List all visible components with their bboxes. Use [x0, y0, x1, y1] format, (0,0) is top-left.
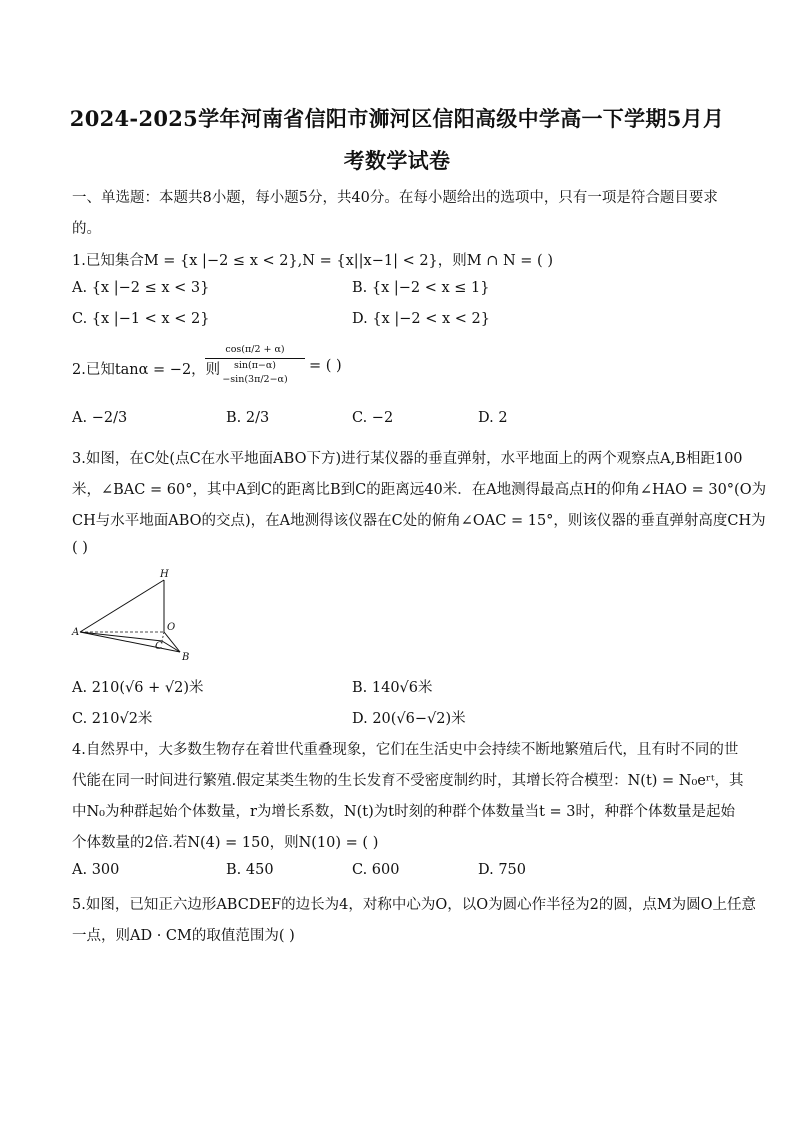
q2-option-c: C. −2 [352, 410, 394, 426]
q4-option-a: A. 300 [72, 862, 120, 878]
q2-suffix: = ( ) [309, 358, 342, 374]
q3-line1: 3.如图，在C处(点C在水平地面ABO下方)进行某仪器的垂直弹射，水平地面上的两个观察点A,B相距100 [72, 451, 743, 467]
q2-denominator: sin(π−α)−sin(3π/2−α) [205, 358, 305, 387]
q1-stem: 1.已知集合M = {x |−2 ≤ x < 2},N = {x||x−1| < 2}，则M ∩ N = ( ) [72, 253, 553, 269]
q2-numerator: cos(π/2 + α) [225, 344, 285, 355]
q4-line4: 个体数量的2倍.若N(4) = 150，则N(10) = ( ) [72, 835, 379, 851]
q4-option-d: D. 750 [478, 862, 527, 878]
q2-option-b: B. 2/3 [226, 410, 270, 426]
label-a: A [72, 627, 80, 638]
q1-option-b: B. {x |−2 < x ≤ 1} [352, 280, 490, 296]
q1-option-c: C. {x |−1 < x < 2} [72, 311, 210, 327]
label-b: B [182, 652, 190, 663]
q4-line3: 中N₀为种群起始个体数量，r为增长系数，N(t)为t时刻的种群个体数量当t = 3时，种群个体数量是起始 [72, 804, 736, 820]
q3-line3: CH与水平地面ABO的交点)，在A地测得该仪器在C处的俯角∠OAC = 15°，则该仪器的垂直弹射高度CH为 [72, 513, 766, 529]
line-ah [80, 580, 164, 632]
q2-prefix: 2.已知tanα = −2，则 [72, 362, 221, 378]
q5-line1: 5.如图，已知正六边形ABCDEF的边长为4，对称中心为O，以O为圆心作半径为2的圆，点M为圆O上任意 [72, 897, 757, 913]
q3-option-b: B. 140√6米 [352, 680, 433, 696]
label-o: O [167, 622, 176, 633]
line-ac [80, 632, 162, 641]
q4-option-b: B. 450 [226, 862, 274, 878]
q5-line2: 一点，则AD · CM的取值范围为( ) [72, 928, 295, 944]
q2-fraction [205, 344, 305, 387]
label-h: H [160, 569, 169, 580]
q3-line4: ( ) [72, 540, 88, 556]
q3-option-a: A. 210(√6 + √2)米 [72, 680, 204, 696]
q2-option-a: A. −2/3 [72, 410, 128, 426]
q2-option-d: D. 2 [478, 410, 508, 426]
q1-option-a: A. {x |−2 ≤ x < 3} [72, 280, 210, 296]
q4-option-c: C. 600 [352, 862, 400, 878]
q4-line2: 代能在同一时间进行繁殖.假定某类生物的生长发育不受密度制约时，其增长符合模型：N(t) = N₀eʳᵗ，其 [72, 773, 744, 789]
q4-line1: 4.自然界中，大多数生物存在着世代重叠现象，它们在生活史中会持续不断地繁殖后代，且有时不同的世 [72, 742, 739, 758]
exam-title-line2: 考数学试卷 [343, 148, 451, 173]
q3-option-d: D. 20(√6−√2)米 [352, 711, 466, 727]
label-c: C [155, 641, 163, 652]
line-oc [162, 632, 164, 641]
section-heading-line2: 的。 [72, 221, 101, 237]
q3-option-c: C. 210√2米 [72, 711, 153, 727]
q3-line2: 米，∠BAC = 60°，其中A到C的距离比B到C的距离远40米．在A地测得最高点H的仰角∠HAO = 30°(O为 [72, 482, 767, 498]
q1-option-d: D. {x |−2 < x < 2} [352, 311, 490, 327]
section-heading-line1: 一、单选题：本题共8小题，每小题5分，共40分。在每小题给出的选项中，只有一项是符合题目要求 [72, 190, 718, 206]
exam-title-line1: 2024-2025学年河南省信阳市浉河区信阳高级中学高一下学期5月月 [69, 106, 725, 131]
line-ab [80, 632, 180, 652]
q3-figure [70, 565, 210, 665]
